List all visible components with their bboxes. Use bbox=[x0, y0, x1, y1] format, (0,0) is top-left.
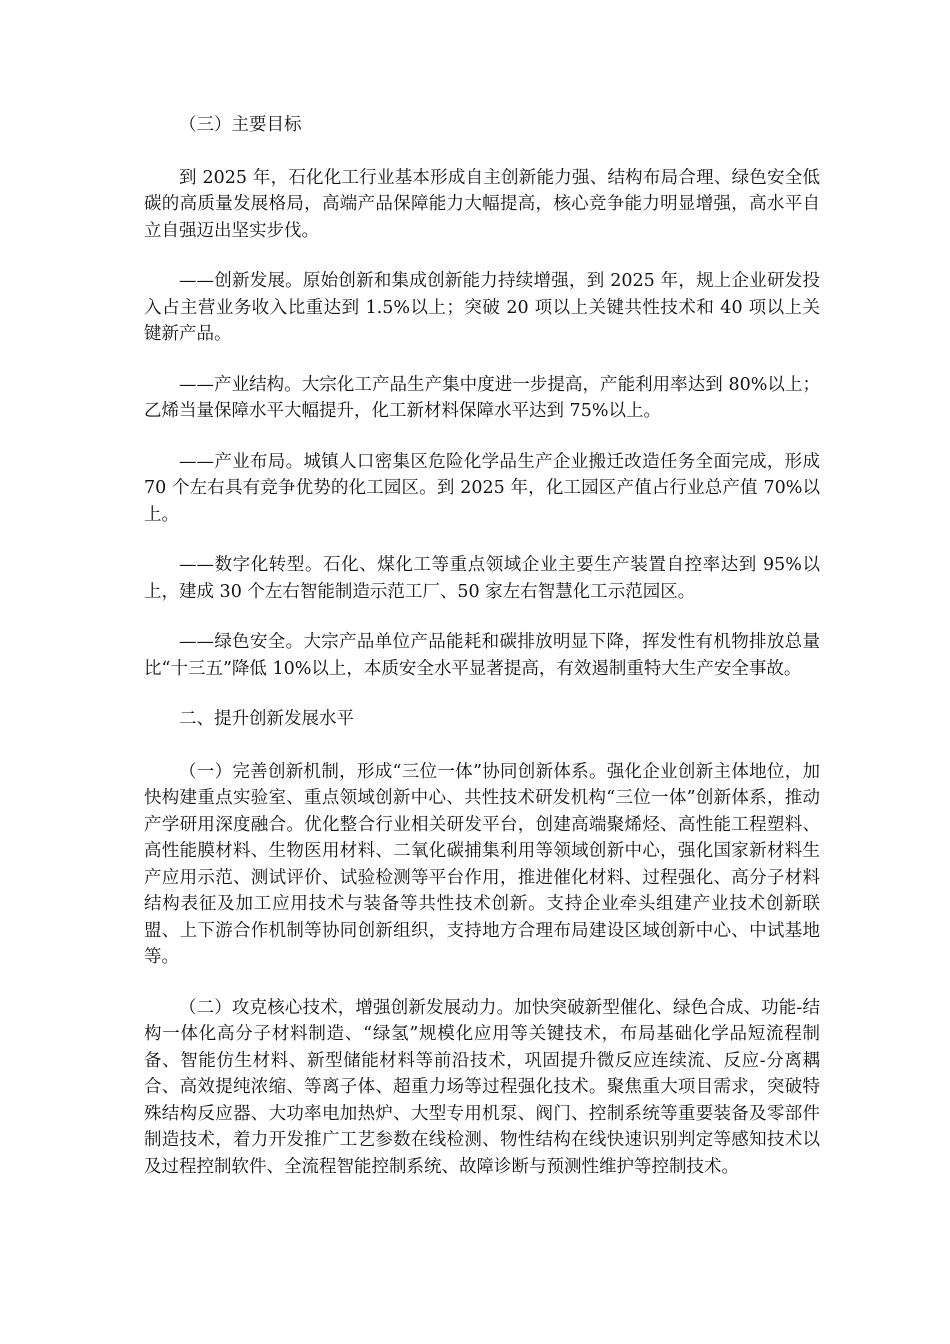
paragraph-goal-structure: ——产业结构。大宗化工产品生产集中度进一步提高，产能利用率达到 80%以上；乙烯当量保障水平大幅提升，化工新材料保障水平达到 75%以上。 bbox=[144, 374, 820, 421]
paragraph-goal-intro: 到 2025 年，石化化工行业基本形成自主创新能力强、结构布局合理、绿色安全低碳的高质量发展格局，高端产品保障能力大幅提高，核心竞争能力明显增强，高水平自立自强迈出坚实步伐。 bbox=[144, 167, 820, 241]
paragraph-section-core-tech: （二）攻克核心技术，增强创新发展动力。加快突破新型催化、绿色合成、功能-结构一体化高分子材料制造、“绿氢”规模化应用等关键技术，布局基础化学品短流程制备、智能仿生材料、新型储能材料等前沿技术，巩固提升微反应连续流、反应-分离耦合、高效提纯浓缩、等离子体、超重力场等过程强化技术。聚焦重大项目需求，突破特殊结构反应器、大功率电加热炉、大型专用机泵、阀门、控制系统等重要装备及零部件制造技术，着力开发推广工艺参数在线检测、物性结构在线快速识别判定等感知技术以及过程控制软件、全流程智能控制系统、故障诊断与预测性维护等控制技术。 bbox=[144, 997, 820, 1177]
document-page bbox=[144, 112, 820, 1204]
paragraph-goal-green: ——绿色安全。大宗产品单位产品能耗和碳排放明显下降，挥发性有机物排放总量比“十三五”降低 10%以上，本质安全水平显著提高，有效遏制重特大生产安全事故。 bbox=[144, 632, 820, 679]
paragraph-goal-layout: ——产业布局。城镇人口密集区危险化学品生产企业搬迁改造任务全面完成，形成 70 个左右具有竞争优势的化工园区。到 2025 年，化工园区产值占行业总产值 70%以上。 bbox=[144, 451, 820, 525]
heading-innovation-level: 二、提升创新发展水平 bbox=[179, 709, 354, 729]
paragraph-goal-innovation: ——创新发展。原始创新和集成创新能力持续增强，到 2025 年，规上企业研发投入占主营业务收入比重达到 1.5%以上；突破 20 项以上关键共性技术和 40 项以上关键新产品。 bbox=[144, 271, 820, 344]
paragraph-goal-digital: ——数字化转型。石化、煤化工等重点领域企业主要生产装置自控率达到 95%以上，建成 30 个左右智能制造示范工厂、50 家左右智慧化工示范园区。 bbox=[144, 555, 820, 602]
paragraph-section-mechanism: （一）完善创新机制，形成“三位一体”协同创新体系。强化企业创新主体地位，加快构建重点实验室、重点领域创新中心、共性技术研发机构“三位一体”创新体系，推动产学研用深度融合。优化整合行业相关研发平台，创建高端聚烯烃、高性能工程塑料、高性能膜材料、生物医用材料、二氧化碳捕集利用等领域创新中心，强化国家新材料生产应用示范、测试评价、试验检测等平台作用，推进催化材料、过程强化、高分子材料结构表征及加工应用技术与装备等共性技术创新。支持企业牵头组建产业技术创新联盟、上下游合作机制等协同创新组织，支持地方合理布局建设区域创新中心、中试基地等。 bbox=[144, 761, 820, 967]
heading-main-goals: （三）主要目标 bbox=[179, 115, 302, 135]
